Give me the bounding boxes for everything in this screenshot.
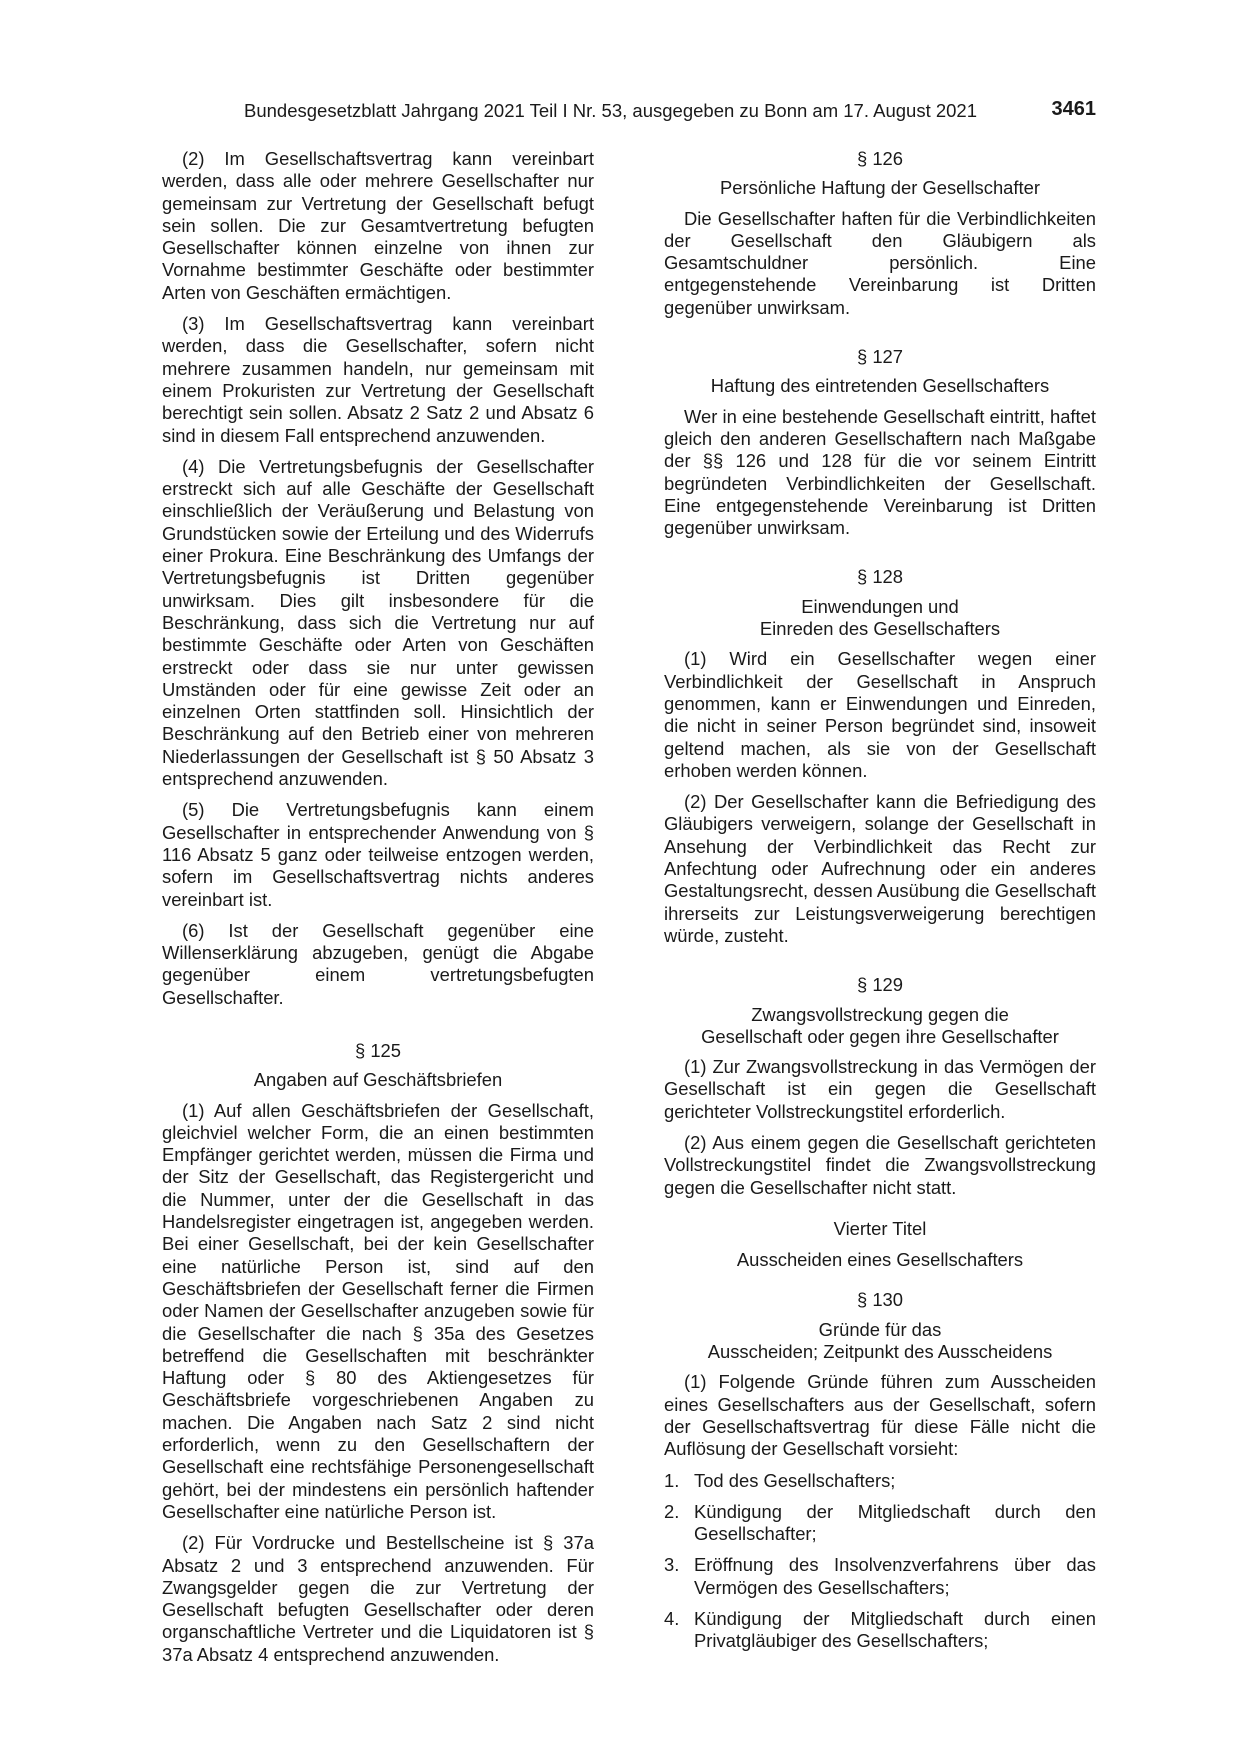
- section-number: § 126: [856, 148, 904, 169]
- title-subheading: Ausscheiden eines Gesellschafters: [736, 1249, 1024, 1271]
- reason-list: [664, 1470, 1096, 1653]
- right-column: [664, 148, 1096, 1662]
- paragraph: Wer in eine bestehende Gesellschaft eintritt, haftet gleich den anderen Gesellschaftern nach Maßgabe der §§ 126 und 128 für die vor seinem Eintritt begründeten Verbindlichkeiten der Gesellschaft. Eine entgegenstehende Vereinbarung ist Dritten gegenüber unwirksam.: [664, 405, 1096, 539]
- paragraph: (1) Wird ein Gesellschafter wegen einer Verbindlichkeit der Gesellschaft in Anspruch genommen, kann er Einwendungen und Einreden, die nicht in seiner Person begründet sind, insoweit geltend machen, als sie von der Gesellschaft erhoben werden können.: [664, 648, 1096, 781]
- section-title: Persönliche Haftung der Gesellschafter: [720, 177, 1040, 199]
- paragraph: (2) Im Gesellschaftsvertrag kann vereinbart werden, dass alle oder mehrere Gesellschafter nur gemeinsam zur Vertretung der Gesellschaft befugt sein sollen. Die zur Gesamtvertretung befugten Gesellschafter können einzelne von ihnen zur Vornahme bestimmter Geschäfte oder bestimmter Arten von Geschäften ermächtigen.: [162, 148, 594, 303]
- paragraph: (4) Die Vertretungsbefugnis der Gesellschafter erstreckt sich auf alle Geschäfte der Gesellschaft einschließlich der Veräußerung und Belastung von Grundstücken sowie der Erteilung und des Widerrufs einer Prokura. Eine Beschränkung des Umfangs der Vertretungsbefugnis ist Dritten gegenüber unwirksam. Dies gilt insbesondere für die Beschränkung, dass sich die Vertretung nur auf bestimmte Geschäfte oder Arten von Geschäften erstreckt oder dass sie nur unter gewissen Umständen oder für eine gewisse Zeit oder an einzelnen Orten stattfinden soll. Hinsichtlich der Beschränkung auf den Betrieb einer von mehreren Niederlassungen der Gesellschaft ist § 50 Absatz 3 entsprechend anzuwenden.: [162, 455, 594, 790]
- section-title: Gründe für das: [818, 1318, 942, 1340]
- list-item: 3. Eröffnung des Insolvenzverfahrens über das Vermögen des Gesellschafters;: [664, 1554, 1096, 1598]
- section-title: Ausscheiden; Zeitpunkt des Ausscheidens: [707, 1341, 1053, 1363]
- list-item: 4. Kündigung der Mitgliedschaft durch einen Privatgläubiger des Gesellschafters;: [664, 1608, 1096, 1652]
- paragraph: Die Gesellschafter haften für die Verbindlichkeiten der Gesellschaft den Gläubigern als Gesamtschuldner persönlich. Eine entgegenstehende Vereinbarung ist Dritten gegenüber unwirksam.: [664, 207, 1096, 318]
- list-item: 1. Tod des Gesellschafters;: [664, 1469, 896, 1491]
- paragraph: (3) Im Gesellschaftsvertrag kann vereinbart werden, dass die Gesellschafter, sofern nicht mehrere zusammen handeln, nur gemeinsam mit einem Prokuristen zur Vertretung der Gesellschaft berechtigt sein sollen. Absatz 2 Satz 2 und Absatz 6 sind in diesem Fall entsprechend anzuwenden.: [162, 313, 594, 446]
- page-header: [160, 98, 1096, 128]
- title-heading: Vierter Titel: [833, 1217, 927, 1239]
- paragraph: (1) Auf allen Geschäftsbriefen der Gesellschaft, gleichviel welcher Form, die an einen bestimmten Empfänger gerichtet werden, müssen die Firma und der Sitz der Gesellschaft, das Registergericht und die Nummer, unter der die Gesellschaft in das Handelsregister eingetragen ist, angegeben werden. Bei einer Gesellschaft, bei der kein Gesellschafter eine natürliche Person ist, sind auf den Geschäftsbriefen der Gesellschaft ferner die Firmen oder Namen der Gesellschafter anzugeben sowie für die Gesellschafter die nach § 35a des Gesetzes betreffend die Gesellschaften mit beschränkter Haftung oder § 80 des Aktiengesetzes für Geschäftsbriefe vorgeschriebenen Angaben zu machen. Die Angaben nach Satz 2 sind nicht erforderlich, wenn zu den Gesellschaftern der Gesellschaft eine rechtsfähige Personengesellschaft gehört, bei der mindestens ein persönlich haftender Gesellschafter eine natürliche Person ist.: [162, 1099, 594, 1522]
- section-title: Haftung des eintretenden Gesellschafters: [710, 375, 1050, 397]
- paragraph: (2) Der Gesellschafter kann die Befriedigung des Gläubigers verweigern, solange der Gesellschaft in Ansehung der Verbindlichkeit das Recht zur Anfechtung oder Aufrechnung oder ein anderes Gestaltungsrecht, dessen Ausübung die Gesellschaft ihrerseits zur Leistungsverweigerung berechtigen würde, zusteht.: [664, 791, 1096, 946]
- gazette-title: Bundesgesetzblatt Jahrgang 2021 Teil I Nr. 53, ausgegeben zu Bonn am 17. August 2021: [244, 100, 977, 121]
- section-title: Angaben auf Geschäftsbriefen: [253, 1069, 503, 1091]
- section-number: § 127: [856, 346, 904, 368]
- paragraph: (2) Aus einem gegen die Gesellschaft gerichteten Vollstreckungstitel findet die Zwangsvollstreckung gegen die Gesellschafter nicht statt.: [664, 1131, 1096, 1198]
- left-column: [162, 148, 594, 1675]
- section-number: § 128: [856, 566, 904, 588]
- section-title: Zwangsvollstreckung gegen die: [751, 1003, 1009, 1025]
- paragraph: (5) Die Vertretungsbefugnis kann einem Gesellschafter in entsprechender Anwendung von § 116 Absatz 5 ganz oder teilweise entzogen werden, sofern im Gesellschaftsvertrag nichts anderes vereinbart ist.: [162, 799, 594, 910]
- section-number: § 130: [856, 1289, 904, 1311]
- paragraph: (6) Ist der Gesellschaft gegenüber eine Willenserklärung abzugeben, genügt die Abgabe gegenüber einem vertretungsbefugten Gesellschafter.: [162, 919, 594, 1008]
- section-title: Einwendungen und: [801, 595, 959, 617]
- page-number: 3461: [1051, 98, 1096, 120]
- section-title: Gesellschaft oder gegen ihre Gesellschafter: [701, 1025, 1059, 1047]
- paragraph: (2) Für Vordrucke und Bestellscheine ist § 37a Absatz 2 und 3 entsprechend anzuwenden. Für Zwangsgelder gegen die zur Vertretung der Gesellschaft befugten Gesellschafter oder deren organschaftliche Vertreter und die Liquidatoren ist § 37a Absatz 4 entsprechend anzuwenden.: [162, 1532, 594, 1665]
- section-title: Einreden des Gesellschafters: [759, 618, 1001, 640]
- paragraph: (1) Zur Zwangsvollstreckung in das Vermögen der Gesellschaft ist ein gegen die Gesellschaft gerichteter Vollstreckungstitel erforderlich.: [664, 1056, 1096, 1122]
- section-number: § 129: [856, 974, 904, 996]
- paragraph: (1) Folgende Gründe führen zum Ausscheiden eines Gesellschafters aus der Gesellschaft, sofern der Gesellschaftsvertrag für diese Fälle nicht die Auflösung der Gesellschaft vorsieht:: [664, 1371, 1096, 1460]
- section-number: § 125: [354, 1039, 402, 1061]
- list-item: 2. Kündigung der Mitgliedschaft durch den Gesellschafter;: [664, 1500, 1096, 1545]
